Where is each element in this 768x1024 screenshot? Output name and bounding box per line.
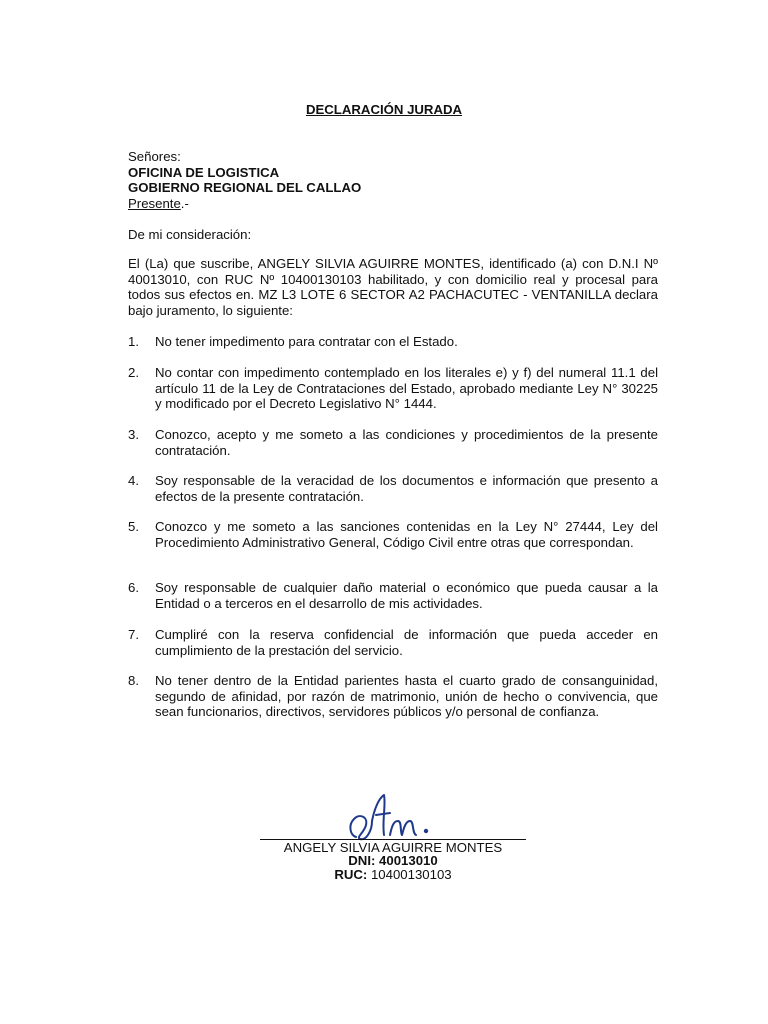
- handwritten-signature: [342, 791, 442, 843]
- addressee-government: GOBIERNO REGIONAL DEL CALLAO: [128, 180, 362, 195]
- list-item-number: 7.: [128, 627, 139, 642]
- list-item-number: 4.: [128, 473, 139, 488]
- greeting: Señores:: [128, 149, 181, 164]
- list-item-text: Conozco y me someto a las sanciones contenidas en la Ley N° 27444, Ley del Procedimiento Administrativo General, Código Civil entre otras que correspondan.: [155, 519, 658, 550]
- consideration-line: De mi consideración:: [128, 227, 252, 242]
- present-suffix: .-: [180, 195, 189, 211]
- list-item-number: 5.: [128, 519, 139, 534]
- ruc-value: 10400130103: [370, 867, 452, 882]
- signer-ruc: [260, 867, 526, 883]
- list-item-text: No contar con impedimento contemplado en los literales e) y f) del numeral 11.1 del artículo 11 de la Ley de Contrataciones del Estado, aprobado mediante Ley N° 30225 y modificado por el Decreto Legislativo N° 1444.: [155, 365, 658, 411]
- list-item-number: 1.: [128, 334, 139, 349]
- addressee-office: OFICINA DE LOGISTICA: [128, 164, 280, 180]
- list-item-number: 2.: [128, 365, 139, 380]
- present-word: Presente: [128, 195, 181, 211]
- list-item-text: Soy responsable de la veracidad de los documentos e información que presento a efectos de la presente contratación.: [155, 473, 658, 504]
- ruc-label: RUC:: [334, 867, 368, 882]
- signature-block: [260, 785, 526, 895]
- list-item-number: 3.: [128, 427, 139, 442]
- intro-paragraph: El (La) que suscribe, ANGELY SILVIA AGUIRRE MONTES, identificado (a) con D.N.I Nº 40013010, con RUC Nº 10400130103 habilitado, y con domicilio real y procesal para todos sus efectos en. MZ L3 LOTE 6 SECTOR A2 PACHACUTEC - VENTANILLA declara bajo juramento, lo siguiente:: [128, 256, 658, 318]
- list-item-text: Soy responsable de cualquier daño material o económico que pueda causar a la Entidad o a terceros en el desarrollo de mis actividades.: [155, 580, 658, 611]
- dni-value: 40013010: [379, 853, 438, 868]
- list-item-number: 6.: [128, 580, 139, 595]
- document-title: DECLARACIÓN JURADA: [305, 102, 463, 117]
- list-item-text: Conozco, acepto y me someto a las condiciones y procedimientos de la presente contratación.: [155, 427, 658, 458]
- list-item-number: 8.: [128, 673, 139, 688]
- list-item-text: Cumpliré con la reserva confidencial de información que pueda acceder en cumplimiento de la prestación del servicio.: [155, 627, 658, 658]
- present-line: [128, 196, 361, 212]
- list-item-text: No tener dentro de la Entidad parientes hasta el cuarto grado de consanguinidad, segundo de afinidad, por razón de matrimonio, unión de hecho o convivencia, que sean funcionarios, directivos, servidores públicos y/o personal de confianza.: [155, 673, 658, 719]
- signer-name: ANGELY SILVIA AGUIRRE MONTES: [283, 840, 503, 855]
- list-item-text: No tener impedimento para contratar con el Estado.: [155, 334, 458, 349]
- addressee-block: [128, 149, 361, 211]
- dni-label: DNI:: [348, 853, 376, 868]
